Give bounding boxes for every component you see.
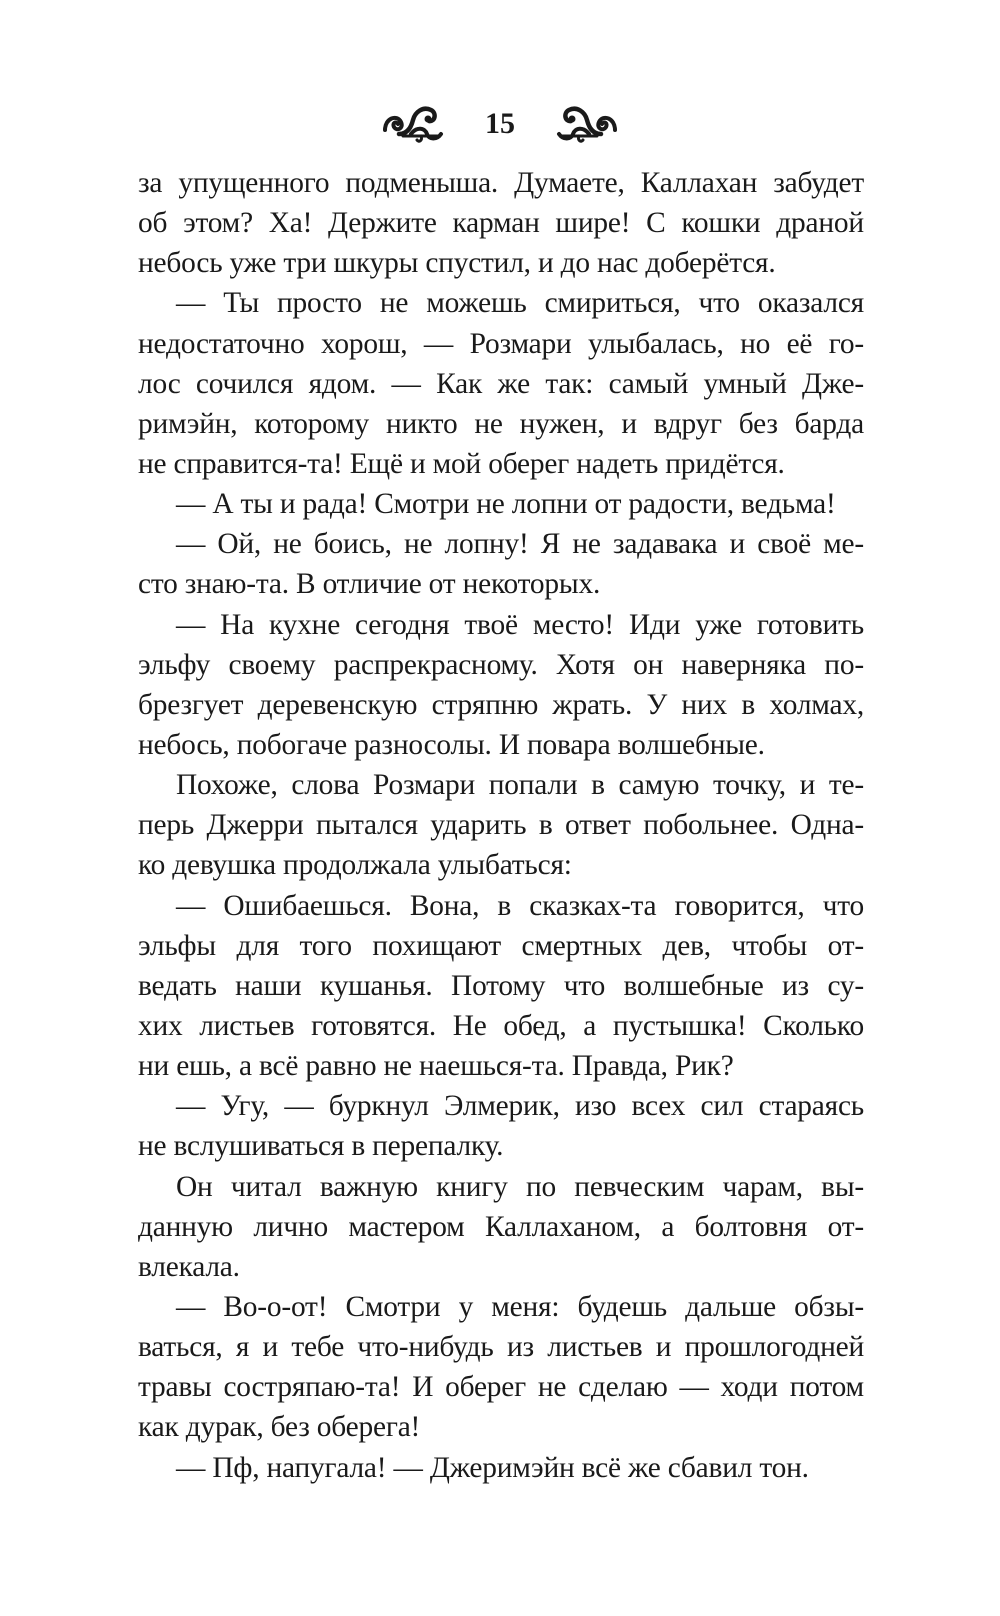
text-line: — На кухне сегодня твоё место! Иди уже готовить (176, 608, 864, 641)
text-line: лос сочился ядом. — Как же так: самый умный Дже- (138, 367, 864, 400)
text-line: небось, побогаче разносолы. И повара волшебные. (138, 728, 765, 761)
flourish-right-icon (555, 100, 619, 144)
text-line: ваться, я и тебе что-нибудь из листьев и прошлогодней (138, 1331, 864, 1364)
text-line: эльфы для того похищают смертных дев, чтобы от- (138, 929, 864, 962)
text-line: травы состряпаю-та! И оберег не сделаю — ходи потом (138, 1371, 864, 1404)
text-line: как дурак, без оберега! (138, 1411, 421, 1444)
text-line: небось уже три шкуры спустил, и до нас доберётся. (138, 247, 776, 280)
text-line: — Ой, не боись, не лопну! Я не задавака и своё ме- (176, 528, 864, 561)
text-line: — Угу, — буркнул Элмерик, изо всех сил стараясь (176, 1090, 864, 1123)
text-line: об этом? Ха! Держите карман шире! С кошки драной (138, 207, 864, 240)
text-line: перь Джерри пытался ударить в ответ побольнее. Одна- (138, 809, 864, 842)
text-line: эльфу своему распрекрасному. Хотя он наверняка по- (138, 648, 864, 681)
text-line: не справится-та! Ещё и мой оберег надеть придётся. (138, 447, 785, 480)
text-line: — Ты просто не можешь смириться, что оказался (176, 287, 864, 320)
text-line: не вслушиваться в перепалку. (138, 1130, 504, 1163)
text-line: — А ты и рада! Смотри не лопни от радости, ведьма! (176, 488, 836, 521)
text-line: недостаточно хорош, — Розмари улыбалась, но её го- (138, 327, 864, 360)
text-line: ко девушка продолжала улыбаться: (138, 849, 572, 882)
text-line: влекала. (138, 1250, 240, 1283)
body-text (138, 163, 864, 1488)
flourish-left-icon (381, 100, 445, 144)
text-line: ни ешь, а всё равно не наешься-та. Правда, Рик? (138, 1050, 734, 1083)
text-line: римэйн, которому никто не нужен, и вдруг без барда (138, 407, 864, 440)
text-line: Похоже, слова Розмари попали в самую точку, и те- (176, 769, 864, 802)
text-line: ведать наши кушанья. Потому что волшебные из су- (138, 969, 864, 1002)
text-line: — Пф, напугала! — Джеримэйн всё же сбавил тон. (176, 1451, 809, 1484)
text-line: Он читал важную книгу по певческим чарам, вы- (176, 1170, 864, 1203)
text-line: данную лично мастером Каллаханом, а болтовня от- (138, 1210, 864, 1243)
text-line: — Ошибаешься. Вона, в сказках-та говорится, что (176, 889, 864, 922)
text-line: хих листьев готовятся. Не обед, а пустышка! Сколько (138, 1009, 864, 1042)
text-line: сто знаю-та. В отличие от некоторых. (138, 568, 601, 601)
page-header (0, 92, 1000, 152)
text-line: брезгует деревенскую стряпню жрать. У них в холмах, (138, 688, 864, 721)
text-line: за упущенного подменыша. Думаете, Каллахан забудет (138, 167, 864, 199)
page-number: 15 (485, 107, 515, 140)
text-line: — Во-о-от! Смотри у меня: будешь дальше обзы- (176, 1290, 864, 1323)
